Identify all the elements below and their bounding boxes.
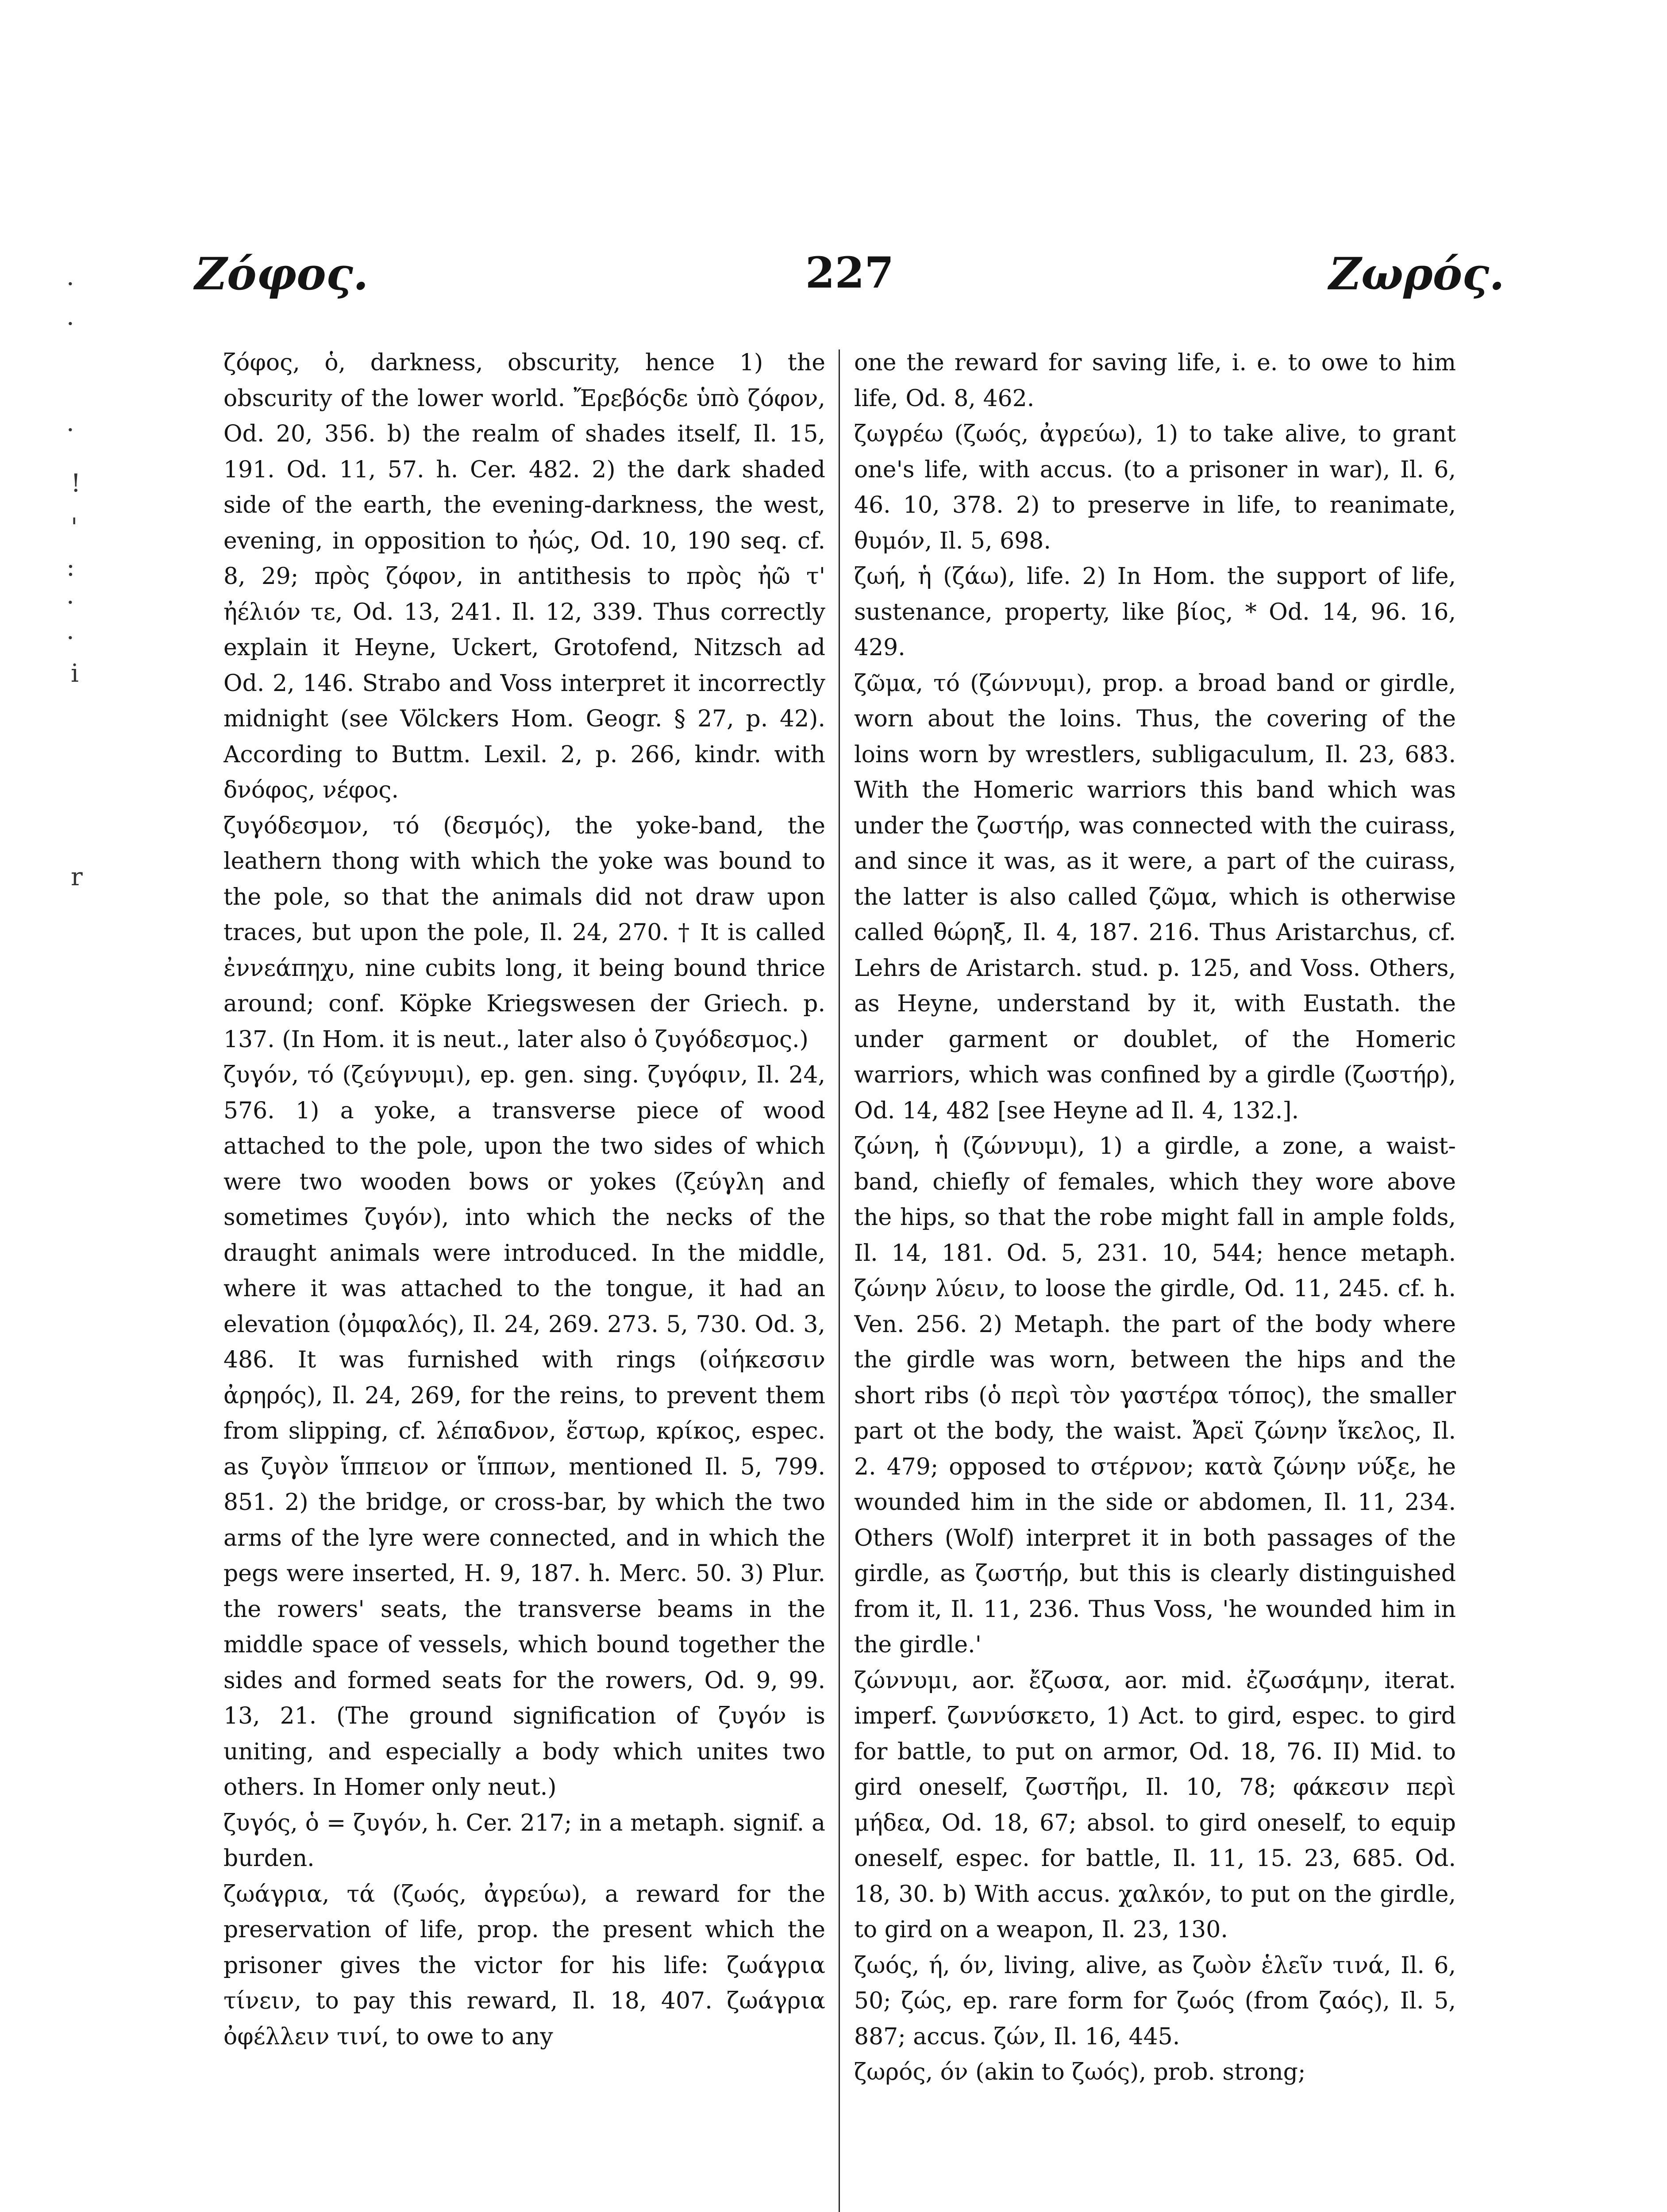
entry-zophos: ζόφος, ὁ, darkness, obscurity, hence 1) the obscurity of the lower world. Ἔρεβόςδε ὑπὸ ζόφον, Od. 20, 356. b) the realm of shades itself, Il. 15, 191. Od. 11, 57. h. Cer. 482. 2) the dark shaded side of the earth, the evening-darkness, the west, evening, in opposition to ἠώς, Od. 10, 190 seq. cf. 8, 29; πρὸς ζόφον, in antithesis to πρὸς ἠῶ τ' ἠέλιόν τε, Od. 13, 241. Il. 12, 339. Thus correctly explain it Heyne, Uckert, Grotofend, Nitzsch ad Od. 2, 146. Strabo and Voss interpret it incorrectly midnight (see Völckers Hom. Geogr. § 27, p. 42). According to Buttm. Lexil. 2, p. 266, kindr. with δνόφος, νέφος. [223, 349, 825, 803]
entry-zogreo: ζωγρέω (ζωός, ἀγρεύω), 1) to take alive, to grant one's life, with accus. (to a prisoner in war), Il. 6, 46. 10, 378. 2) to preserve in life, to reanimate, θυμόν, Il. 5, 698. [854, 421, 1456, 554]
header-left-guideword: Ζόφος. [195, 248, 369, 300]
entry-zonnymi: ζώννυμι, aor. ἔζωσα, aor. mid. ἐζωσάμην, iterat. imperf. ζωννύσκετο, 1) Act. to gird, espec. to gird for battle, to put on armor, Od. 18, 76. II) Mid. to gird oneself, ζωστῆρι, Il. 10, 78; φάκεσιν περὶ μήδεα, Od. 18, 67; absol. to gird oneself, to equip oneself, espec. for battle, Il. 11, 15. 23, 685. Od. 18, 30. b) With accus. χαλκόν, to put on the girdle, to gird on a weapon, Il. 23, 130. [854, 1667, 1456, 1943]
margin-mark: · [66, 270, 74, 299]
margin-mark: · [66, 416, 74, 445]
margin-mark: · [66, 310, 74, 338]
entry-zygos: ζυγός, ὁ = ζυγόν, h. Cer. 217; in a metaph. signif. a burden. [223, 1809, 825, 1872]
margin-mark: · [66, 588, 74, 617]
column-divider [839, 349, 840, 2212]
entry-zoos: ζωός, ή, όν, living, alive, as ζωὸν ἑλεῖν τινά, Il. 6, 50; ζώς, ep. rare form for ζωός (from ζαός), Il. 5, 887; accus. ζών, Il. 16, 445. [854, 1952, 1456, 2050]
page-number: 227 [805, 248, 894, 298]
left-column [223, 345, 825, 2212]
entry-zone: ζώνη, ἡ (ζώννυμι), 1) a girdle, a zone, a waist-band, chiefly of females, which they wore above the hips, so that the robe might fall in ample folds, Il. 14, 181. Od. 5, 231. 10, 544; hence metaph. ζώνην λύειν, to loose the girdle, Od. 11, 245. cf. h. Ven. 256. 2) Metaph. the part of the body where the girdle was worn, between the hips and the short ribs (ὁ περὶ τὸν γαστέρα τόπος), the smaller part ot the body, the waist. Ἄρεϊ ζώνην ἴκελος, Il. 2. 479; opposed to στέρνον; κατὰ ζώνην νύξε, he wounded him in the side or abdomen, Il. 11, 234. Others (Wolf) interpret it in both passages of the girdle, as ζωστήρ, but this is clearly distinguished from it, Il. 11, 236. Thus Voss, 'he wounded him in the girdle.' [854, 1133, 1456, 1658]
right-column [854, 345, 1456, 2212]
page-header [195, 248, 1505, 305]
entry-zygon: ζυγόν, τό (ζεύγνυμι), ep. gen. sing. ζυγόφιν, Il. 24, 576. 1) a yoke, a transverse piece of wood attached to the pole, upon the two sides of which were two wooden bows or yokes (ζεύγλη and sometimes ζυγόν), into which the necks of the draught animals were introduced. In the middle, where it was attached to the tongue, it had an elevation (ὀμφαλός), Il. 24, 269. 273. 5, 730. Od. 3, 486. It was furnished with rings (οἰήκεσσιν ἀρηρός), Il. 24, 269, for the reins, to prevent them from slipping, cf. λέπαδνον, ἕστωρ, κρίκος, espec. as ζυγὸν ἵππειον or ἵππων, mentioned Il. 5, 799. 851. 2) the bridge, or cross-bar, by which the two arms of the lyre were connected, and in which the pegs were inserted, H. 9, 187. h. Merc. 50. 3) Plur. the rowers' seats, the transverse beams in the middle space of vessels, which bound together the sides and formed seats for the rowers, Od. 9, 99. 13, 21. (The ground signification of ζυγόν is uniting, and especially a body which unites two others. In Homer only neut.) [223, 1062, 825, 1801]
margin-mark: ' [71, 513, 78, 542]
entry-zoe: ζωή, ἡ (ζάω), life. 2) In Hom. the support of life, sustenance, property, like βίος, * Od. 14, 96. 16, 429. [854, 563, 1456, 661]
margin-mark: · [66, 624, 74, 653]
margin-mark: r [71, 863, 83, 891]
margin-mark: i [71, 659, 79, 688]
header-right-guideword: Ζωρός. [1328, 248, 1505, 300]
margin-mark: ! [71, 469, 81, 498]
entry-zoma: ζῶμα, τό (ζώννυμι), prop. a broad band or girdle, worn about the loins. Thus, the covering of the loins worn by wrestlers, subligaculum, Il. 23, 683. With the Homeric warriors this band which was under the ζωστήρ, was connected with the cuirass, and since it was, as it were, a part of the cuirass, the latter is also called ζῶμα, which is otherwise called θώρηξ, Il. 4, 187. 216. Thus Aristarchus, cf. Lehrs de Aristarch. stud. p. 125, and Voss. Others, as Heyne, understand by it, with Eustath. the under garment or doublet, of the Homeric warriors, which was confined by a girdle (ζωστήρ), Od. 14, 482 [see Heyne ad Il. 4, 132.]. [854, 670, 1456, 1124]
entry-continuation: one the reward for saving life, i. e. to owe to him life, Od. 8, 462. [854, 349, 1456, 412]
entry-zygodesmon: ζυγόδεσμον, τό (δεσμός), the yoke-band, the leathern thong with which the yoke was bound to the pole, so that the animals did not draw upon traces, but upon the pole, Il. 24, 270. † It is called ἐννεάπηχυ, nine cubits long, it being bound thrice around; conf. Köpke Kriegswesen der Griech. p. 137. (In Hom. it is neut., later also ὁ ζυγόδεσμος.) [223, 812, 825, 1053]
entry-zoagria: ζωάγρια, τά (ζωός, ἀγρεύω), a reward for the preservation of life, prop. the present which the prisoner gives the victor for his life: ζωάγρια τίνειν, to pay this reward, Il. 18, 407. ζωάγρια ὀφέλλειν τινί, to owe to any [223, 1881, 825, 2050]
margin-mark: : [66, 553, 75, 582]
entry-zoros: ζωρός, όν (akin to ζωός), prob. strong; [854, 2059, 1306, 2085]
